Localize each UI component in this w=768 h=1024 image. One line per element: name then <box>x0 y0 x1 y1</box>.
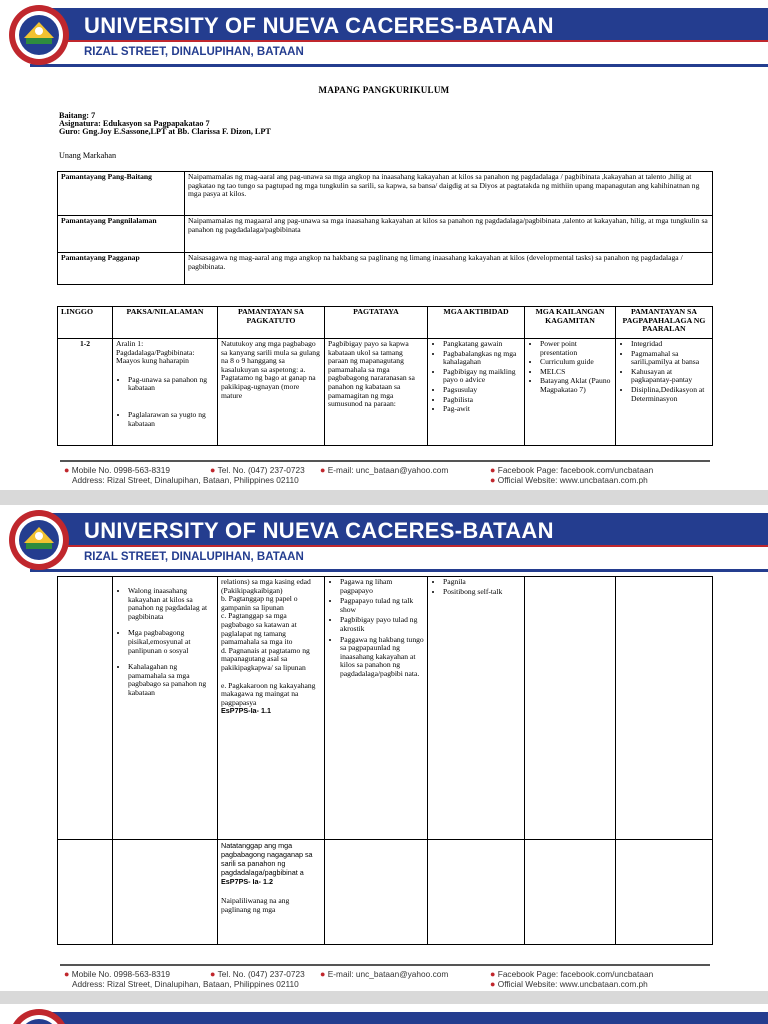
table-header-row <box>58 307 713 339</box>
list-item: • Pagsusulay <box>443 386 521 395</box>
university-seal-logo <box>8 509 70 571</box>
footer: ● Mobile No. 0998-563-8319 ● Tel. No. (047) 237-0723 ● E-mail: unc_bataan@yahoo.com ● Facebook Page: facebook.com/uncbataan Address: Rizal Street, Dinalupihan, Bataan, Philippines 02110 ● Official Website: www.uncbataan.com.ph <box>0 964 768 994</box>
column-header: PAMANTAYAN SA PAGPAPAHALAGA NG PAARALAN <box>616 307 713 339</box>
page-1 <box>0 0 768 490</box>
footer-tel: Tel. No. (047) 237-0723 <box>217 465 305 475</box>
university-seal-logo <box>8 1008 70 1024</box>
list-item: • Pangkatang gawain <box>443 340 521 349</box>
standard-row <box>58 216 713 253</box>
competency-cell: Natutukoy ang mga pagbabago sa kanyang sarili mula sa gulang na 8 o 9 hanggang sa kasalukuyan sa aspetong: a. Pagtatamo ng bago at ganap na pakikipag-ugnayan (more mature <box>218 339 325 446</box>
footer-email: E-mail: unc_bataan@yahoo.com <box>327 969 449 979</box>
university-name: UNIVERSITY OF NUEVA CACERES-BATAAN <box>84 13 554 38</box>
letterhead <box>0 505 768 571</box>
list-item: • Pag-awit <box>443 405 521 414</box>
competency-text: Natatanggap ang mga pagbabagong nagaganap sa sarili sa panahon ng pagdadalaga/pagbibinat a <box>221 841 313 877</box>
materials-cell <box>525 339 616 446</box>
letterhead <box>0 0 768 66</box>
table-row <box>58 840 713 945</box>
standard-text: Naipamamalas ng mag-aaral ang pag-unawa sa mga angkop na inaasahang kakayahan at kilos sa panahon ng pagdadalaga / pagbibinata ,kakayahan at talento ,hilig at pagkatao ng tao tungo sa pagtupad ng mga tungkulin sa sarili, sa kapwa, sa bansa/ daigdig at sa Diyos at pagtatakda ng mithiin upang mapanagutan ang kahihinatnan ng mga pasya at kilos. <box>185 172 713 216</box>
assessment-cell <box>325 840 428 945</box>
list-item: • Pagpapayo tulad ng talk show <box>340 597 424 614</box>
footer-tel: Tel. No. (047) 237-0723 <box>217 969 305 979</box>
page-gap <box>0 490 768 505</box>
competency-cell <box>218 840 325 945</box>
footer-website: Official Website: www.uncbataan.com.ph <box>497 475 648 485</box>
materials-cell <box>525 840 616 945</box>
footer-facebook: Facebook Page: facebook.com/uncbataan <box>497 969 654 979</box>
assessment-cell: Pagbibigay payo sa kapwa kabataan ukol sa tamang paraan ng mapanagutang pamamahala sa mga pagbabagong nararanasan sa panahon ng kabataan sa pamamagitan ng mga sumusunod na paraan: <box>325 339 428 446</box>
materials-cell <box>525 577 616 840</box>
list-item: • Pagbilista <box>443 396 521 405</box>
list-item: • Pag-unawa sa panahon ng kabataan <box>128 376 214 393</box>
university-address: RIZAL STREET, DINALUPIHAN, BATAAN <box>84 46 304 58</box>
grade-level: Baitang: 7 <box>59 111 96 120</box>
list-item: • Power point presentation <box>540 340 612 357</box>
footer-mobile: Mobile No. 0998-563-8319 <box>71 969 170 979</box>
table-row <box>58 577 713 840</box>
page-gap <box>0 991 768 1004</box>
list-item: • Paglalarawan sa yugto ng kabataan <box>128 411 214 428</box>
page-3 <box>0 1004 768 1024</box>
competency-code: EsP7PS-Ia- 1.1 <box>221 706 271 716</box>
subject: Asignatura: Edukasyon sa Pagpapakatao 7 <box>59 119 210 128</box>
footer-email: E-mail: unc_bataan@yahoo.com <box>327 465 449 475</box>
footer-address: Address: Rizal Street, Dinalupihan, Bataan, Philippines 02110 <box>72 979 299 989</box>
footer-facebook: Facebook Page: facebook.com/uncbataan <box>497 465 654 475</box>
column-header: MGA AKTIBIDAD <box>428 307 525 339</box>
competency-line: b. Pagtanggap ng papel o gampanin sa lipunan <box>221 594 298 612</box>
topic-cell <box>113 339 218 446</box>
footer-address: Address: Rizal Street, Dinalupihan, Bataan, Philippines 02110 <box>72 475 299 485</box>
values-cell <box>616 577 713 840</box>
competency-cell <box>218 577 325 840</box>
list-item: • Positibong self-talk <box>443 588 521 597</box>
column-header: LINGGO <box>58 307 113 339</box>
competency-line: e. Pagkakaroon ng kakayahang makagawa ng maingat na pagpapasya <box>221 680 316 707</box>
week-cell: 1-2 <box>58 339 113 446</box>
list-item: • Pagawa ng liham pagpapayo <box>340 578 424 595</box>
page-2 <box>0 505 768 991</box>
list-item: • Walong inaasahang kakayahan at kilos sa panahon ng pagdadalag at pagbibinata <box>128 587 214 621</box>
list-item: • Pagbibigay payo tulad ng akrostik <box>340 616 424 633</box>
list-item: • MELCS <box>540 368 612 377</box>
university-name: UNIVERSITY OF NUEVA CACERES-BATAAN <box>84 518 554 543</box>
list-item: • Pagbabalangkas ng mga kahalagahan <box>443 350 521 367</box>
standard-label: Pamantayang Pang-Baitang <box>58 172 185 216</box>
competency-line: relations) sa mga kasing edad <box>221 577 311 586</box>
topic-cell <box>113 577 218 840</box>
standards-table <box>57 171 713 285</box>
column-header: PAKSA/NILALAMAN <box>113 307 218 339</box>
topic-cell <box>113 840 218 945</box>
week-cell <box>58 840 113 945</box>
competency-line: d. Pagnanais at pagtatamo ng mapanagutang asal sa pakikipagkapwa/ sa lipunan <box>221 645 310 672</box>
activities-cell <box>428 577 525 840</box>
footer-mobile: Mobile No. 0998-563-8319 <box>71 465 170 475</box>
activities-cell <box>428 840 525 945</box>
standard-text: Naipamamalas ng magaaral ang pag-unawa sa mga inaasahang kakayahan at kilos sa panahon ng pagdadalaga/pagbibinata ,talento at kakayahan, hilig, at mga tungkulin sa panahon ng pagdadalaga/pagbibinata <box>185 216 713 253</box>
quarter: Unang Markahan <box>59 151 117 160</box>
standard-row <box>58 253 713 285</box>
list-item: • Pagbibigay ng maikling payo o advice <box>443 368 521 385</box>
university-seal-logo <box>8 4 70 66</box>
week-cell <box>58 577 113 840</box>
standard-row <box>58 172 713 216</box>
list-item: • Paggawa ng hakbang tungo sa pagpapaunlad ng inaasahang kakayahan at kilos sa panahon ng pagdadalaga/pagbibi nata. <box>340 636 424 679</box>
letterhead <box>0 1004 768 1024</box>
list-item: • Curriculum guide <box>540 358 612 367</box>
document-title: MAPANG PANGKURIKULUM <box>318 85 450 95</box>
curriculum-table-continued <box>57 576 713 945</box>
footer: ● Mobile No. 0998-563-8319 ● Tel. No. (047) 237-0723 ● E-mail: unc_bataan@yahoo.com ● Facebook Page: facebook.com/uncbataan Address: Rizal Street, Dinalupihan, Bataan, Philippines 02110 ● Official Website: www.uncbataan.com.ph <box>0 460 768 490</box>
activities-cell <box>428 339 525 446</box>
list-item: • Batayang Aklat (Pauno Magpakatao 7) <box>540 377 612 394</box>
values-cell <box>616 840 713 945</box>
column-header: PAMANTAYAN SA PAGKATUTO <box>218 307 325 339</box>
list-item: • Pagmamahal sa sarili,pamilya at bansa <box>631 350 709 367</box>
standard-label: Pamantayang Pagganap <box>58 253 185 285</box>
university-address: RIZAL STREET, DINALUPIHAN, BATAAN <box>84 551 304 563</box>
standard-label: Pamantayang Pangnilalaman <box>58 216 185 253</box>
list-item: • Kahusayan at pagkapantay-pantay <box>631 368 709 385</box>
assessment-cell <box>325 577 428 840</box>
list-item: • Pagnila <box>443 578 521 587</box>
list-item: • Mga pagbabagong pisikal,emosyunal at panlipunan o sosyal <box>128 629 214 655</box>
standard-text: Naisasagawa ng mag-aaral ang mga angkop na hakbang sa paglinang ng limang inaasahang kakayahan at kilos (developmental tasks) sa panahon ng pagdadalaga / pagbibinata. <box>185 253 713 285</box>
footer-website: Official Website: www.uncbataan.com.ph <box>497 979 648 989</box>
list-item: • Integridad <box>631 340 709 349</box>
topic-title: Aralin 1: Pagdadalaga/Pagbibinata: Maayos kung haharapin <box>116 339 195 366</box>
competency-line: c. Pagtanggap sa mga pagbabago sa katawan at paglalapat ng tamang pamamahala sa mga ito <box>221 611 297 647</box>
teachers: Guro: Gng.Joy E.Sassone,LPT at Bb. Clarissa F. Dizon, LPT <box>59 127 271 136</box>
column-header: PAGTATAYA <box>325 307 428 339</box>
values-cell <box>616 339 713 446</box>
list-item: • Kahalagahan ng pamamahala sa mga pagbabago sa panahon ng kabataan <box>128 663 214 697</box>
table-row <box>58 339 713 446</box>
curriculum-table <box>57 306 713 446</box>
competency-text: Naipaliliwanag na ang paglinang ng mga <box>221 896 290 914</box>
column-header: MGA KAILANGAN KAGAMITAN <box>525 307 616 339</box>
list-item: • Disiplina,Dedikasyon at Determinasyon <box>631 386 709 403</box>
competency-code: EsP7PS- Ia- 1.2 <box>221 877 273 886</box>
competency-line: (Pakikipagkaibigan) <box>221 585 283 595</box>
